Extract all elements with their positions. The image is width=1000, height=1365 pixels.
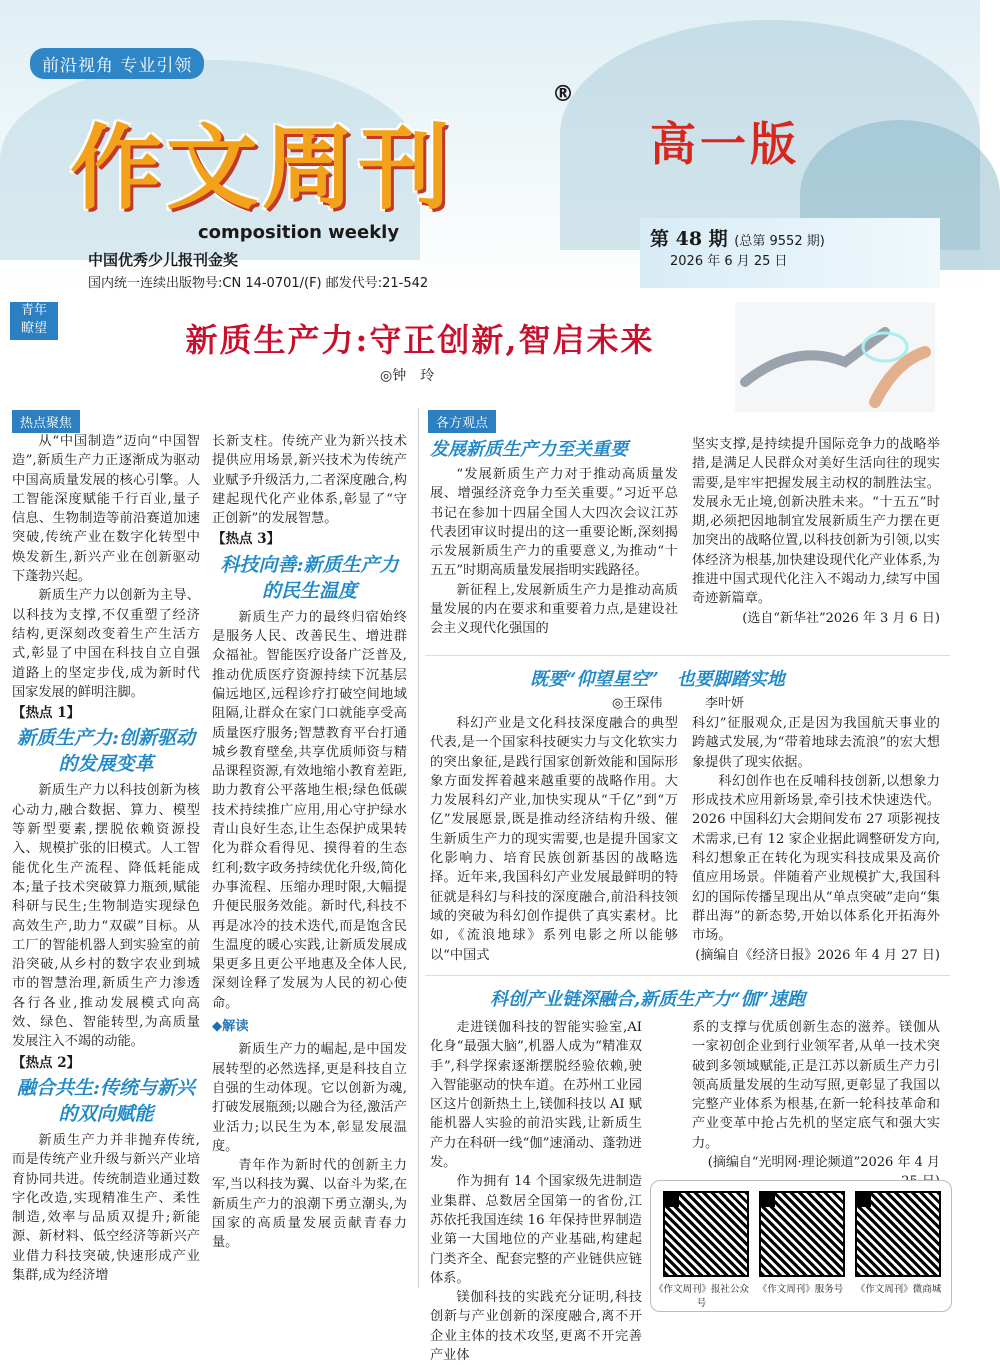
qr-label: 《作文周刊》服务号 xyxy=(757,1284,844,1295)
article-title: 科创产业链深融合,新质生产力“伽”速跑 xyxy=(490,989,805,1010)
qr-code-icon[interactable] xyxy=(663,1191,749,1277)
paragraph: 青年作为新时代的创新主力军,当以科技为翼、以奋斗为桨,在新质生产力的浪潮下勇立潮头,为国家的高质量发展贡献青春力量。 xyxy=(212,1158,407,1251)
source-note: (选自“新华社”2026 年 3 月 6 日) xyxy=(742,610,940,626)
paragraph: 新质生产力的最终归宿始终是服务人民、改善民生、增进群众福祉。智能医疗设备广泛普及,推动优质医疗资源持续下沉基层偏远地区,远程诊疗打破空间地域阻隔,让群众在家门口就能享受高质量医疗服务;智慧教育平台打通城乡教育壁垒,共享优质师资与精品课程资源,有效地缩小教育差距,助力教育公平落地生根;绿色低碳技术持续推广应用,用心守护绿水青山良好生态,让生态保护成果转化为群众看得见、摸得着的生态红利;数字政务持续优化升级,简化办事流程、压缩办理时限,大幅提升便民服务效能。新时代,科技不再是冰冷的技术迭代,而是饱含民生温度的暖心实践,让新质发展成果更多且更公平地惠及全体人民,深刻诠释了发展为人民的初心使命。 xyxy=(212,609,407,1011)
paragraph: 新质生产力并非抛弃传统,而是传统产业升级与新兴产业培育协同共进。传统制造业通过数字化改造,实现精准生产、柔性制造,效率与品质双提升;新能源、新材料、低空经济等新兴产业借力科技突破,快速形成产业集群,成为经济增 xyxy=(12,1132,200,1283)
paragraph: 新质生产力的崛起,是中国发展转型的必然选择,更是科技自立自强的生动体现。它以创新为魂,打破发展瓶颈;以融合为径,激活产业活力;以民生为本,彰显发展温度。 xyxy=(212,1042,407,1154)
article1-column-2 xyxy=(692,435,940,635)
issue-number xyxy=(650,224,825,251)
paragraph: 科幻创作也在反哺科技创新,以想象力形成技术应用新场景,牵引技术快速迭代。2026 中国科幻大会期间发布 27 项影视技术需求,已有 12 家企业据此调整研发方向,科幻想象正在转化为现实科技成果及高价值应用场景。伴随着产业规模扩大,我国科幻的国际传播呈现出从“单点突破”走向“集群出海”的新态势,开始以体系化开拓海外市场。 xyxy=(692,773,940,944)
issue-date: 2026 年 6 月 25 日 xyxy=(670,254,788,269)
analysis-label: ◆解读 xyxy=(212,1019,249,1035)
subheading: 融合共生:传统与新兴的双向赋能 xyxy=(16,1076,195,1125)
section-tag-hotspot: 热点聚焦 xyxy=(12,410,80,433)
paragraph: 科幻”征服观众,正是因为我国航天事业的跨越式发展,为“带着地球去流浪”的宏大想象提供了现实依据。 xyxy=(692,716,940,770)
section-rule xyxy=(425,655,950,656)
robot-hand-illustration xyxy=(735,302,935,412)
subheading: 新质生产力:创新驱动的发展变革 xyxy=(16,727,195,776)
paragraph: 新质生产力以创新为主导、以科技为支撑,不仅重塑了经济结构,更深刻改变着生产生活方式,彰显了中国在科技自立自强道路上的坚定步伐,成为新时代国家发展的鲜明注脚。 xyxy=(12,588,200,700)
page-title: 新质生产力:守正创新,智启未来 xyxy=(185,321,655,359)
paragraph: “发展新质生产力对于推动高质量发展、增强经济竞争力至关重要。”习近平总书记在参加十四届全国人大四次会议江苏代表团审议时提出的这一重要论断,深刻揭示发展新质生产力的重要意义,为推动“十五五”时期高质量发展指明实践路径。 xyxy=(430,467,678,579)
badge-line1: 青年 xyxy=(20,303,47,318)
article-title: 发展新质生产力至关重要 xyxy=(430,439,628,460)
paragraph: 新质生产力以科技创新为核心动力,融合数据、算力、模型等新型要素,摆脱依赖资源投入、规模扩张的旧模式。人工智能优化生产流程、降低耗能成本;量子技术突破算力瓶颈,赋能科研与民生;生物制造实现绿色高效生产,助力“双碳”目标。从工厂的智能机器人到实验室的前沿突破,从乡村的数字农业到城市的智慧治理,新质生产力渗透各行各业,推动发展模式向高效、绿色、智能转型,为高质量发展注入不竭的动能。 xyxy=(12,783,200,1050)
source-note: (摘编自《经济日报》2026 年 4 月 27 日) xyxy=(695,947,940,963)
article2-column-2 xyxy=(692,714,940,969)
author: ◎王琛伟 xyxy=(612,696,663,711)
hotspot-label: 【热点 1】 xyxy=(12,705,81,722)
qr-code-icon[interactable] xyxy=(759,1191,845,1277)
column-divider xyxy=(418,408,419,1288)
left-column-2 xyxy=(212,432,407,1292)
paragraph: 走进镁伽科技的智能实验室,AI 化身“最强大脑”,机器人成为“精准双手”,科学探索逐渐摆脱经验依赖,驶入智能驱动的快车道。在苏州工业园区这片创新热土上,镁伽科技以 AI 赋能机器人实验的前沿实践,让新质生产力在科研一线“伽”速涌动、蓬勃迸发。 xyxy=(430,1020,642,1171)
left-column-1 xyxy=(12,432,200,1292)
masthead xyxy=(0,0,980,295)
article-title: 既要“仰望星空” 也要脚踏实地 xyxy=(530,669,785,690)
hotspot-label: 【热点 2】 xyxy=(12,1054,81,1071)
issue-box xyxy=(640,218,940,288)
issue-label: 第 48 期 xyxy=(650,228,728,250)
issue-total: (总第 9552 期) xyxy=(734,234,825,249)
author: 李叶妍 xyxy=(705,696,745,711)
byline: ◎钟 玲 xyxy=(380,368,435,384)
subheading: 科技向善:新质生产力的民生温度 xyxy=(220,553,399,602)
slogan: 前沿视角 专业引领 xyxy=(30,48,204,79)
section-tag-viewpoints: 各方观点 xyxy=(428,410,496,433)
brand-english: composition weekly xyxy=(198,222,400,243)
paragraph: 镁伽科技的实践充分证明,科技创新与产业创新的深度融合,离不开企业主体的技术攻坚,更离不开完善产业体 xyxy=(430,1290,642,1364)
badge-line2: 瞭望 xyxy=(20,321,47,336)
qr-label: 《作文周刊》微商城 xyxy=(855,1284,942,1295)
paragraph: 坚实支撑,是持续提升国际竞争力的战略举措,是满足人民群众对美好生活向往的现实需要,是牢牢把握发展主动权的制胜法宝。发展永无止境,创新决胜未来。“十五五”时期,必须把因地制宜发展新质生产力摆在更加突出的战略位置,以科技创新为引领,以实体经济为根基,加快建设现代化产业体系,为推进中国式现代化注入不竭动力,续写中国奇迹新篇章。 xyxy=(692,437,940,607)
paragraph: 作为拥有 14 个国家级先进制造业集群、总数居全国第一的省份,江苏依托我国连续 16 年保持世界制造业第一大国地位的产业基础,构建起门类齐全、配套完整的产业链供应链体系。 xyxy=(430,1174,642,1286)
brand-title: 作文周刊 xyxy=(70,115,455,222)
paragraph: 科幻产业是文化科技深度融合的典型代表,是一个国家科技硬实力与文化软实力的突出象征,是践行国家创新效能和国际形象方面发挥着越来越重要的战略作用。大力发展科幻产业,加快实现从“千亿”到“万亿”发展愿景,既是推动经济结构升级、催生新质生产力的现实需要,也是提升国家文化影响力、培育民族创新基因的战略选择。近年来,我国科幻产业发展最鲜明的特征就是科幻与科技的深度融合,前沿科技领域的突破为科幻创作提供了真实素材。比如,《流浪地球》系列电影之所以能够以“中国式 xyxy=(430,716,678,963)
article3-column-1 xyxy=(430,1018,642,1364)
qr-code-panel xyxy=(650,1180,952,1312)
paragraph: 从“中国制造”迈向“中国智造”,新质生产力正逐渐成为驱动中国高质量发展的核心引擎。人工智能深度赋能千行百业,量子信息、生物制造等前沿赛道加速突破,传统产业在数字化转型中焕发新生,新兴产业在创新驱动下蓬勃兴起。 xyxy=(12,434,200,585)
registered-mark: ® xyxy=(552,82,574,107)
edition-label: 高一版 xyxy=(650,117,800,171)
qr-label: 《作文周刊》报社公众号 xyxy=(654,1284,750,1309)
article2-column-1 xyxy=(430,714,678,974)
paragraph: 长新支柱。传统产业为新兴技术提供应用场景,新兴技术为传统产业赋予升级活力,二者深度融合,构建起现代化产业体系,彰显了“守正创新”的发展智慧。 xyxy=(212,434,407,527)
article3-column-2 xyxy=(692,1018,940,1178)
source-note: (摘编自“光明网·理论频道”2026 年 4 月 xyxy=(707,1155,940,1171)
publication-number: 国内统一连续出版物号:CN 14-0701/(F) 邮发代号:21-542 xyxy=(88,276,429,291)
hotspot-label: 【热点 3】 xyxy=(212,531,281,548)
paragraph: 系的支撑与优质创新生态的滋养。镁伽从一家初创企业到行业领军者,从单一技术突破到多领域赋能,正是江苏以新质生产力引领高质量发展的生动写照,更彰显了我国以完整产业体系为根基,在新一轮科技革命和产业变革中抢占先机的坚定底气和强大实力。 xyxy=(692,1020,940,1151)
paragraph: 新征程上,发展新质生产力是推动高质量发展的内在要求和重要着力点,是建设社会主义现代化强国的 xyxy=(430,582,678,637)
article1-column-1 xyxy=(430,465,678,650)
qr-code-icon[interactable] xyxy=(855,1191,941,1277)
section-rule xyxy=(425,975,950,976)
award-text: 中国优秀少儿报刊金奖 xyxy=(88,251,239,269)
